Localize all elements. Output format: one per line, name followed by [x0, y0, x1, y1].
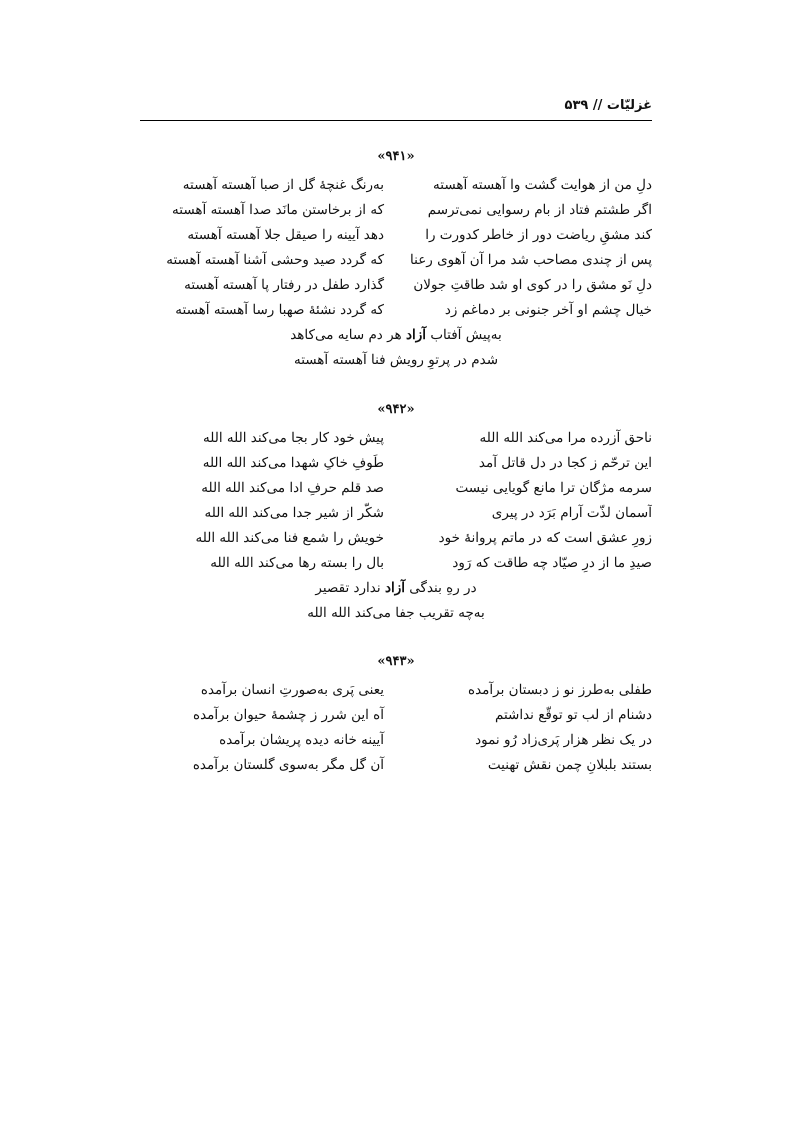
- closing-line-1: [140, 323, 652, 348]
- header-rule: [140, 120, 652, 121]
- hemistich-first: دشنام از لب تو توقّع نداشتم: [494, 707, 652, 723]
- hemistich-first: دلِ من از هوایت گشت وا آهسته آهسته: [433, 177, 652, 193]
- couplet: [140, 273, 652, 298]
- page-header: [140, 95, 652, 121]
- couplet: [140, 298, 652, 323]
- hemistich-first: زورِ عشق است که در ماتم پروانهٔ خود: [438, 530, 652, 546]
- couplet: [140, 223, 652, 248]
- poem-number: «۹۴۲»: [377, 402, 415, 417]
- closing-text: هر دم سایه می‌کاهد: [290, 327, 402, 343]
- closing-text: به‌پیش آفتاب: [430, 327, 502, 343]
- couplet: [140, 451, 652, 476]
- hemistich-first: اگر طشتم فتاد از بام رسوایی نمی‌ترسم: [427, 202, 652, 218]
- poem-941: [140, 150, 652, 373]
- poem-number: «۹۴۳»: [377, 654, 415, 669]
- hemistich-second: که گردد نشئهٔ صهبا رسا آهسته آهسته: [175, 302, 384, 318]
- hemistich-first: در یک نظر هزار پَری‌زاد رُو نمود: [475, 732, 652, 748]
- hemistich-first: خیال چشم او آخر جنونی بر دماغم زد: [444, 302, 652, 318]
- couplet: [140, 426, 652, 451]
- hemistich-second: پیش خود کار بجا می‌کند الله الله: [203, 430, 384, 446]
- hemistich-first: بستند بلبلانِ چمن نقش تهنیت: [487, 757, 652, 773]
- couplet: [140, 753, 652, 778]
- poem-942: [140, 403, 652, 626]
- hemistich-first: پس از چندی مصاحب شد مرا آن آهوی رعنا: [410, 252, 652, 268]
- couplet: [140, 501, 652, 526]
- closing-line-2: شدم در پرتوِ رویش فنا آهسته آهسته: [293, 352, 499, 368]
- hemistich-second: که از برخاستن مانَد صدا آهسته آهسته: [172, 202, 384, 218]
- hemistich-first: کند مشقِ ریاضت دور از خاطر کدورت را: [425, 227, 652, 243]
- hemistich-second: یعنی پَری به‌صورتِ انسان برآمده: [200, 682, 384, 698]
- hemistich-first: سرمه مژگان ترا مانع گویایی نیست: [455, 480, 652, 496]
- closing-line-1: [140, 576, 652, 601]
- poem-number: «۹۴۱»: [377, 149, 415, 164]
- hemistich-second: صد قلم حرفِ ادا می‌کند الله الله: [201, 480, 384, 496]
- hemistich-first: این ترحّم ز کجا در دل قاتل آمد: [478, 455, 652, 471]
- running-header-title: غزلیّات // ۵۳۹: [564, 98, 652, 113]
- hemistich-second: به‌رنگ غنچهٔ گل از صبا آهسته آهسته: [182, 177, 384, 193]
- hemistich-second: طَوفِ خاکِ شهدا می‌کند الله الله: [202, 455, 384, 471]
- couplet: [140, 198, 652, 223]
- hemistich-second: گذارد طفل در رفتار پا آهسته آهسته: [184, 277, 384, 293]
- hemistich-second: آیینه خانه دیده پریشان برآمده: [219, 732, 384, 748]
- couplet: [140, 678, 652, 703]
- hemistich-second: آه این شرر ز چشمهٔ حیوان برآمده: [193, 707, 384, 723]
- couplet: [140, 703, 652, 728]
- couplet: [140, 476, 652, 501]
- closing-text: در رهِ بندگی: [409, 580, 477, 596]
- hemistich-second: دهد آیینه را صیقل جلا آهسته آهسته: [187, 227, 384, 243]
- hemistich-first: صیدِ ما از درِ صیّاد چه طاقت که رَود: [452, 555, 652, 571]
- closing-text: ندارد تقصیر: [315, 580, 381, 596]
- hemistich-first: طفلی به‌طرز نو ز دبستان برآمده: [468, 682, 652, 698]
- poet-name: آزاد: [384, 580, 405, 596]
- hemistich-second: بال را بسته رها می‌کند الله الله: [210, 555, 384, 571]
- poem-943: [140, 655, 652, 778]
- couplet: [140, 173, 652, 198]
- hemistich-second: آن گل مگر به‌سوی گلستان برآمده: [192, 757, 384, 773]
- hemistich-second: خویش را شمع فنا می‌کند الله الله: [195, 530, 384, 546]
- couplet: [140, 551, 652, 576]
- hemistich-first: ناحق آزرده مرا می‌کند الله الله: [479, 430, 652, 446]
- couplet: [140, 526, 652, 551]
- poet-name: آزاد: [405, 327, 427, 343]
- hemistich-second: شکّر از شیر جدا می‌کند الله الله: [204, 505, 384, 521]
- couplet: [140, 728, 652, 753]
- couplet: [140, 248, 652, 273]
- hemistich-first: آسمان لذّت آرام بَرَد در پیری: [491, 505, 652, 521]
- hemistich-first: دلِ نَو مشق را در کوی او شد طاقتِ جولان: [413, 277, 652, 293]
- closing-line-2: به‌چه تقریب جفا می‌کند الله الله: [307, 605, 485, 621]
- hemistich-second: که گردد صید وحشی آشنا آهسته آهسته: [166, 252, 384, 268]
